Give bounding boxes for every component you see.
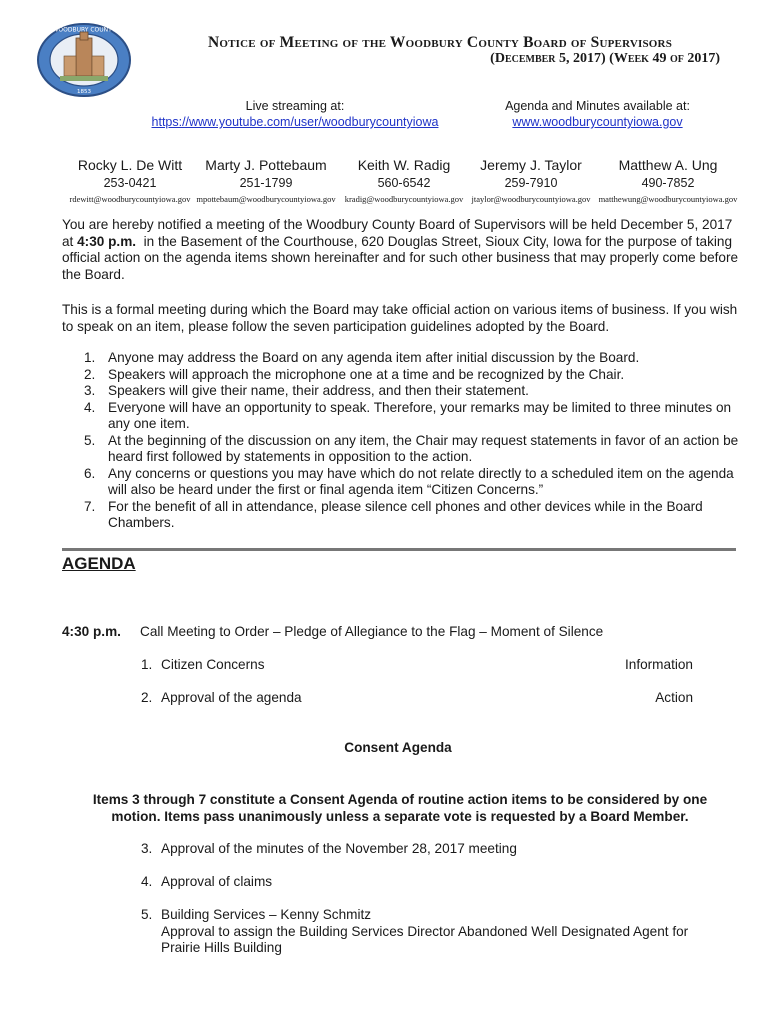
guideline-item bbox=[62, 499, 742, 532]
notice-text: You are hereby notified a meeting of the Woodbury County Board of Supervisors will be held December 5, 2017 at bbox=[62, 217, 733, 249]
agenda-item bbox=[141, 690, 711, 707]
supervisor-name: Matthew A. Ung bbox=[618, 157, 718, 173]
item-title: Building Services – Kenny Schmitz bbox=[161, 907, 372, 922]
guideline-text: Anyone may address the Board on any agenda item after initial discussion by the Board. bbox=[108, 350, 640, 365]
seal-year: 1853 bbox=[77, 89, 91, 95]
guideline-number: 3. bbox=[84, 383, 96, 398]
item-number: 5. bbox=[141, 907, 153, 922]
item-number: 2. bbox=[141, 690, 153, 705]
item-number: 3. bbox=[141, 841, 153, 856]
supervisor-phone: 251-1799 bbox=[239, 176, 293, 190]
call-to-order: Call Meeting to Order – Pledge of Allegiance to the Flag – Moment of Silence bbox=[140, 624, 604, 639]
supervisor-email[interactable]: matthewung@woodburycountyiowa.gov bbox=[598, 194, 738, 204]
item-number: 1. bbox=[141, 657, 153, 672]
supervisor-card bbox=[196, 157, 336, 204]
guideline-number: 7. bbox=[84, 498, 96, 514]
consent-agenda-note: Items 3 through 7 constitute a Consent Agenda of routine action items to be considered by one motion. Items pass unanimously unless a separate vote is requested by a Board Member. bbox=[92, 792, 708, 824]
guideline-text: Speakers will approach the microphone one at a time and be recognized by the Chair. bbox=[108, 366, 625, 382]
guideline-number: 4. bbox=[84, 399, 96, 415]
item-title: Approval of the agenda bbox=[161, 690, 302, 705]
agenda-item bbox=[141, 841, 711, 858]
agenda-start-time: 4:30 p.m. bbox=[62, 624, 121, 639]
guideline-item bbox=[62, 400, 742, 433]
agenda-heading: AGENDA bbox=[62, 554, 136, 573]
meeting-time: 4:30 p.m. bbox=[77, 233, 137, 249]
county-seal bbox=[36, 22, 132, 98]
supervisor-card bbox=[598, 157, 738, 204]
item-title: Approval of claims bbox=[161, 874, 273, 889]
agenda-item bbox=[141, 874, 711, 891]
guideline-text: At the beginning of the discussion on any item, the Chair may request statements in favor of an action be heard first followed by statements in opposition to the action. bbox=[108, 432, 739, 464]
guideline-item bbox=[62, 466, 742, 499]
agenda-minutes-label: Agenda and Minutes available at: bbox=[505, 99, 690, 113]
notice-text-continued: in the Basement of the Courthouse, 620 Douglas Street, Sioux City, Iowa for the purpose of taking official action on the agenda items shown hereinafter and for such other business that may properly come before the Board. bbox=[62, 233, 742, 282]
live-stream-block bbox=[145, 98, 445, 130]
item-action-type: Action bbox=[655, 690, 693, 705]
supervisor-card bbox=[60, 157, 200, 204]
participation-guidelines bbox=[62, 350, 742, 532]
supervisor-name: Rocky L. De Witt bbox=[77, 157, 183, 173]
agenda-item bbox=[141, 907, 711, 957]
live-stream-label: Live streaming at: bbox=[245, 99, 345, 113]
supervisor-card bbox=[334, 157, 474, 204]
supervisor-phone: 253-0421 bbox=[103, 176, 157, 190]
supervisor-phone: 490-7852 bbox=[641, 176, 695, 190]
guideline-number: 5. bbox=[84, 432, 96, 448]
guideline-number: 2. bbox=[84, 366, 96, 382]
notice-title: Notice of Meeting of the Woodbury County Board of Supervisors bbox=[207, 34, 673, 51]
guideline-text: Everyone will have an opportunity to speak. Therefore, your remarks may be limited to three minutes on any one item. bbox=[108, 399, 732, 431]
seal-text: WOODBURY COUNTY bbox=[52, 26, 116, 34]
guideline-number: 6. bbox=[84, 465, 96, 481]
supervisor-email[interactable]: jtaylor@woodburycountyiowa.gov bbox=[471, 194, 591, 204]
supervisor-name: Jeremy J. Taylor bbox=[480, 157, 582, 173]
supervisor-email[interactable]: mpottebaum@woodburycountyiowa.gov bbox=[196, 194, 336, 204]
guideline-item bbox=[62, 383, 742, 400]
guideline-text: Speakers will give their name, their address, and then their statement. bbox=[108, 383, 529, 398]
meeting-notice-paragraph bbox=[62, 217, 742, 283]
item-action-type: Information bbox=[624, 657, 693, 672]
guideline-item bbox=[62, 433, 742, 466]
guideline-item bbox=[62, 367, 742, 384]
section-divider bbox=[62, 548, 736, 551]
agenda-minutes-block bbox=[470, 98, 725, 130]
supervisor-card bbox=[461, 157, 601, 204]
guideline-number: 1. bbox=[84, 350, 96, 365]
guideline-text: For the benefit of all in attendance, please silence cell phones and other devices while in the Board Chambers. bbox=[108, 498, 703, 530]
consent-agenda-heading: Consent Agenda bbox=[344, 740, 452, 755]
item-number: 4. bbox=[141, 874, 153, 889]
item-description: Approval to assign the Building Services Director Abandoned Well Designated Agent for Prairie Hills Building bbox=[161, 923, 689, 955]
formal-meeting-paragraph: This is a formal meeting during which the Board may take official action on various items of business. If you wish to speak on an item, please follow the seven participation guidelines adopted by the Board. bbox=[62, 302, 738, 334]
supervisor-name: Keith W. Radig bbox=[357, 157, 451, 173]
supervisor-email[interactable]: kradig@woodburycountyiowa.gov bbox=[344, 194, 464, 204]
supervisor-email[interactable]: rdewitt@woodburycountyiowa.gov bbox=[69, 194, 191, 204]
meeting-date: (December 5, 2017) (Week 49 of 2017) bbox=[490, 51, 720, 66]
youtube-link[interactable]: https://www.youtube.com/user/woodburycountyiowa bbox=[151, 115, 439, 129]
supervisor-name: Marty J. Pottebaum bbox=[205, 157, 327, 173]
supervisor-phone: 259-7910 bbox=[504, 176, 558, 190]
guideline-text: Any concerns or questions you may have which do not relate directly to a scheduled item on the agenda will also be heard under the first or final agenda item “Citizen Concerns.” bbox=[108, 465, 734, 497]
item-title: Approval of the minutes of the November 28, 2017 meeting bbox=[161, 841, 517, 856]
county-website-link[interactable]: www.woodburycountyiowa.gov bbox=[512, 115, 683, 129]
guideline-item bbox=[62, 350, 742, 367]
supervisor-phone: 560-6542 bbox=[377, 176, 431, 190]
item-title: Citizen Concerns bbox=[161, 657, 265, 672]
